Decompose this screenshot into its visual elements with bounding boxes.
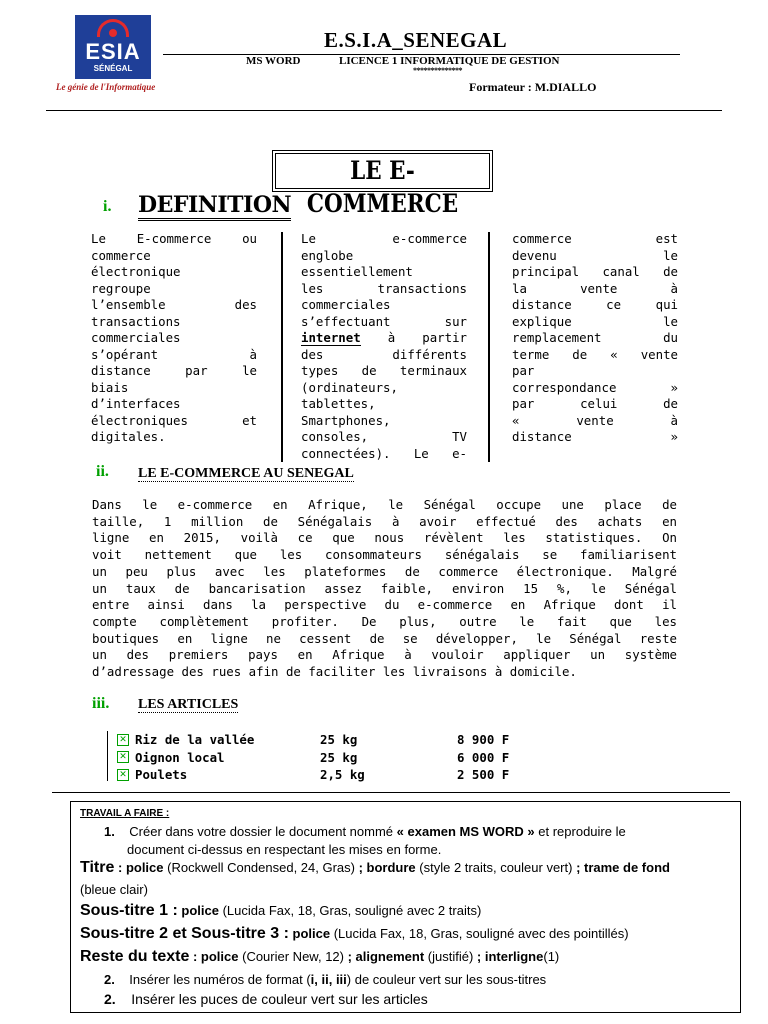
page-title: LE E-COMMERCE bbox=[272, 150, 493, 192]
column-1-line: s’opérant à bbox=[91, 346, 257, 362]
article-item bbox=[117, 749, 510, 765]
column-1-line: digitales. bbox=[91, 429, 166, 444]
column-1-line: Le E-commerce ou bbox=[91, 231, 257, 246]
work-body-text-line: Reste du texte : police (Courier New, 12) ; alignement (justifié) ; interligne(1) bbox=[80, 948, 560, 965]
column-1-line: commerciales bbox=[91, 330, 181, 345]
paragraph-line: voit nettement que les consommateurs sénégalais se familiarisent bbox=[92, 547, 677, 563]
column-1-line: biais bbox=[91, 379, 129, 395]
section-number-2: ii. bbox=[96, 463, 109, 480]
paragraph-line: boutiques en ligne ne cessent de se développer, le Sénégal reste bbox=[92, 630, 677, 646]
article-item bbox=[117, 767, 510, 782]
course-name: MS WORD bbox=[246, 55, 301, 67]
column-3-line: devenu le bbox=[512, 247, 678, 263]
trainer-name: Formateur : M.DIALLO bbox=[469, 80, 597, 94]
section-number-3: iii. bbox=[92, 695, 110, 712]
column-3-line: remplacement du bbox=[512, 330, 678, 345]
column-2-line: connectées). Le e- bbox=[301, 445, 467, 461]
licence-name: LICENCE 1 INFORMATIQUE DE GESTION bbox=[339, 55, 560, 67]
paragraph-line: un taux de bancarisation assez faible, environ 15 %, le Sénégal bbox=[92, 580, 677, 596]
paragraph-line: d’adressage des rues afin de faciliter les livraisons à domicile. bbox=[92, 664, 577, 680]
column-3-line: distance » bbox=[512, 429, 678, 444]
slogan: Le génie de l'Informatique bbox=[56, 82, 156, 92]
school-name: E.S.I.A_SENEGAL bbox=[324, 28, 508, 52]
work-item-2-line: 2. Insérer les numéros de format (i, ii, iii) de couleur vert sur les sous-titres bbox=[104, 972, 547, 987]
column-2-line: consoles, TV bbox=[301, 429, 467, 444]
article-name: Riz de la vallée bbox=[135, 732, 255, 747]
column-3-line: par celui de bbox=[512, 396, 678, 411]
article-price: 2 500 F bbox=[457, 767, 510, 782]
column-divider-2 bbox=[488, 232, 490, 462]
work-item-1-line-2: document ci-dessus en respectant les mises en forme. bbox=[127, 842, 442, 857]
senegal-paragraph bbox=[92, 497, 677, 681]
green-checkbox-bullet-icon: ✕ bbox=[117, 751, 129, 763]
column-3-line: principal canal de bbox=[512, 264, 678, 279]
definition-column-3 bbox=[512, 231, 678, 446]
article-quantity: 25 kg bbox=[320, 749, 358, 765]
article-name: Oignon local bbox=[135, 749, 225, 765]
article-price: 8 900 F bbox=[457, 732, 510, 747]
section-heading-definition: DEFINITION bbox=[138, 192, 291, 218]
column-2-line: Le e-commerce bbox=[301, 231, 467, 246]
paragraph-line: taille, 1 million de Sénégalais à avoir effectué des achats en bbox=[92, 513, 677, 529]
section-heading-senegal: LE E-COMMERCE AU SENEGAL bbox=[138, 466, 354, 481]
column-1-line: distance par le bbox=[91, 363, 257, 378]
articles-left-bar bbox=[107, 731, 108, 781]
article-quantity: 2,5 kg bbox=[320, 767, 365, 782]
work-titre-line-2: (bleue clair) bbox=[80, 882, 148, 897]
work-subtitle-23-line: Sous-titre 2 et Sous-titre 3 : police (Lucida Fax, 18, Gras, souligné avec des pointillés) bbox=[80, 925, 629, 942]
article-price: 6 000 F bbox=[457, 749, 510, 765]
column-3-line: terme de « vente bbox=[512, 346, 678, 362]
column-1-line: électronique bbox=[91, 264, 181, 279]
green-checkbox-bullet-icon: ✕ bbox=[117, 769, 129, 781]
article-item bbox=[117, 732, 510, 747]
definition-column-1 bbox=[91, 231, 257, 446]
column-2-line: les transactions bbox=[301, 280, 467, 296]
work-box bbox=[70, 801, 741, 1013]
definition-column-2 bbox=[301, 231, 467, 462]
column-1-line: l’ensemble des bbox=[91, 297, 257, 312]
column-1-line: regroupe bbox=[91, 280, 151, 296]
internet-link[interactable]: internet bbox=[301, 330, 361, 345]
column-2-line: des différents bbox=[301, 346, 467, 362]
green-checkbox-bullet-icon: ✕ bbox=[117, 734, 129, 746]
column-2-line: types de terminaux bbox=[301, 363, 467, 378]
work-item-1-line-1: 1. Créer dans votre dossier le document nommé « examen MS WORD » et reproduire le bbox=[104, 824, 626, 839]
column-1-line: transactions bbox=[91, 313, 181, 329]
column-3-line: la vente à bbox=[512, 280, 678, 296]
work-title: TRAVAIL A FAIRE : bbox=[80, 808, 170, 819]
section-heading-articles: LES ARTICLES bbox=[138, 697, 239, 712]
logo-text: ESIA bbox=[85, 39, 141, 64]
paragraph-line: compte complètement profiter. De plus, outre le fait que les bbox=[92, 613, 677, 629]
column-3-line: par bbox=[512, 363, 535, 378]
paragraph-line: Dans le e-commerce en Afrique, le Sénégal occupe une place de bbox=[92, 497, 677, 512]
column-3-line: explique le bbox=[512, 313, 678, 329]
column-3-line: « vente à bbox=[512, 412, 678, 428]
paragraph-line: un peu plus avec les plateformes de commerce électronique. Malgré bbox=[92, 563, 677, 579]
paragraph-line: ligne en 2015, voilà ce que nous révèlent les statistiques. On bbox=[92, 530, 677, 546]
column-1-line: électroniques et bbox=[91, 412, 257, 428]
work-top-rule bbox=[52, 792, 730, 793]
column-2-line: tablettes, bbox=[301, 396, 376, 411]
article-quantity: 25 kg bbox=[320, 732, 358, 747]
column-2-line: s’effectuant sur bbox=[301, 313, 467, 329]
paragraph-line: entre ainsi dans la perspective du e-commerce en Afrique dont il bbox=[92, 597, 677, 613]
stars-separator: ************** bbox=[413, 66, 462, 75]
work-subtitle-1-line: Sous-titre 1 : police (Lucida Fax, 18, Gras, souligné avec 2 traits) bbox=[80, 902, 482, 919]
section-number-1: i. bbox=[103, 198, 112, 215]
article-name: Poulets bbox=[135, 767, 188, 782]
column-2-line: Smartphones, bbox=[301, 412, 391, 428]
paragraph-line: un des premiers pays en Afrique à vouloir appliquer un système bbox=[92, 647, 677, 663]
school-logo bbox=[75, 15, 151, 79]
column-3-line: commerce est bbox=[512, 231, 678, 246]
column-2-line: englobe bbox=[301, 247, 354, 263]
column-2-line-rest: à partir bbox=[360, 330, 467, 345]
column-1-line: commerce bbox=[91, 247, 151, 263]
column-3-line: distance ce qui bbox=[512, 297, 678, 312]
header-bottom-rule bbox=[46, 110, 722, 111]
column-1-line: d’interfaces bbox=[91, 396, 181, 411]
work-titre-line: Titre : police (Rockwell Condensed, 24, Gras) ; bordure (style 2 traits, couleur vert) ; trame de fond bbox=[80, 859, 670, 876]
column-2-line: (ordinateurs, bbox=[301, 379, 398, 395]
column-divider-1 bbox=[281, 232, 283, 462]
column-2-line-internet bbox=[301, 330, 467, 347]
column-3-line: correspondance » bbox=[512, 379, 678, 395]
logo-subtext: SÉNÉGAL bbox=[93, 64, 133, 73]
work-item-3-line: 2. Insérer les puces de couleur vert sur les articles bbox=[104, 991, 428, 1007]
signal-dot-icon bbox=[109, 29, 117, 37]
column-2-line: commerciales bbox=[301, 297, 391, 312]
column-2-line: essentiellement bbox=[301, 264, 413, 279]
